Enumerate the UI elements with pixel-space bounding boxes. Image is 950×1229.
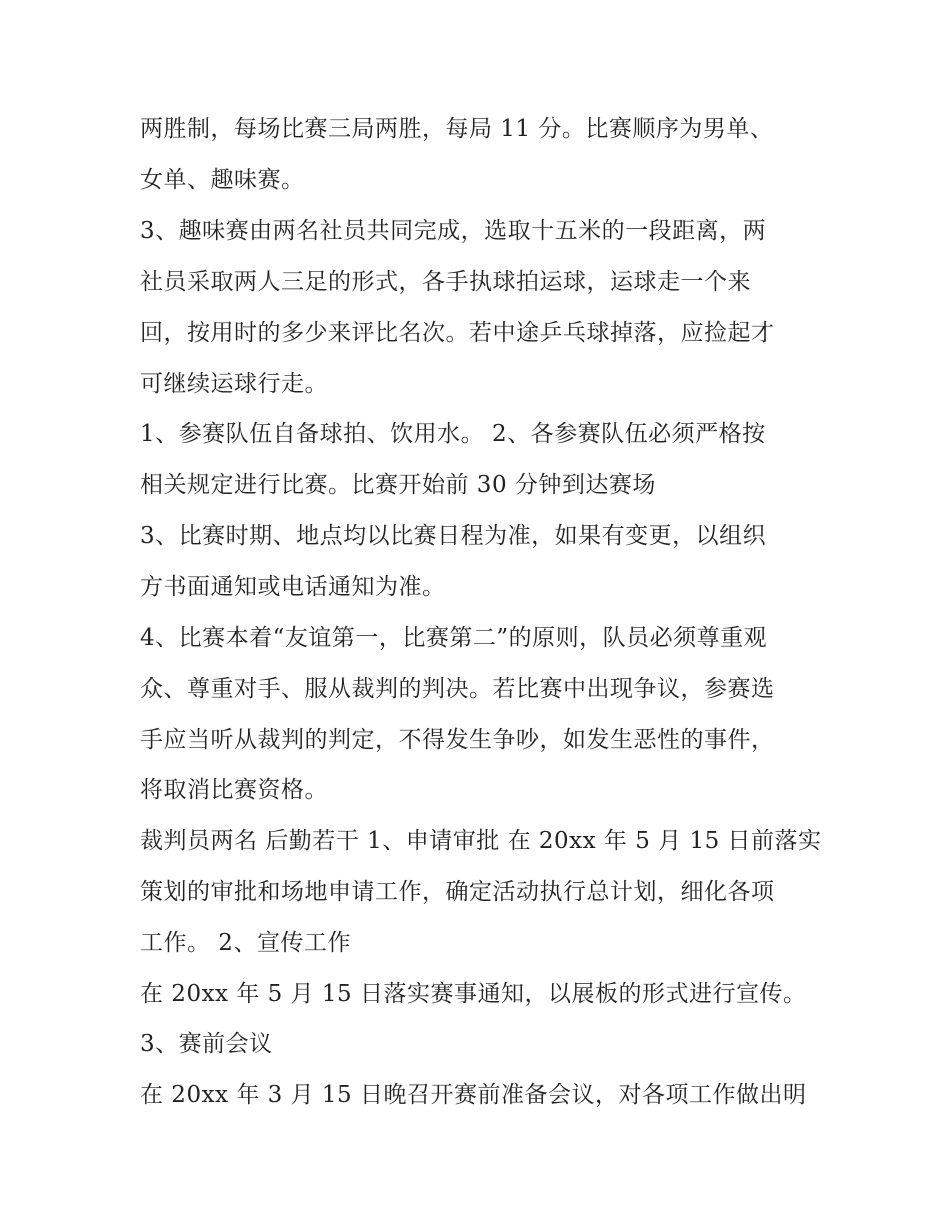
text-line: 手应当听从裁判的判定，不得发生争吵，如发生恶性的事件，: [140, 727, 775, 753]
text-line: 在 20xx 年 5 月 15 日落实赛事通知，以展板的形式进行宣传。: [140, 981, 807, 1007]
text-line: 策划的审批和场地申请工作，确定活动执行总计划，细化各项: [140, 879, 775, 905]
text-line: 女单、趣味赛。: [140, 167, 305, 193]
text-line: 回，按用时的多少来评比名次。若中途乒乓球掉落，应捡起才: [140, 320, 775, 346]
text-line: 在 20xx 年 3 月 15 日晚召开赛前准备会议，对各项工作做出明: [140, 1082, 807, 1108]
text-line: 3、赛前会议: [140, 1031, 273, 1057]
text-line: 4、比赛本着“友谊第一，比赛第二”的原则，队员必须尊重观: [140, 625, 768, 651]
text-line: 方书面通知或电话通知为准。: [140, 574, 446, 600]
text-line: 社员采取两人三足的形式，各手执球拍运球，运球走一个来: [140, 269, 751, 295]
text-line: 工作。 2、宣传工作: [140, 930, 351, 956]
text-line: 1、参赛队伍自备球拍、饮用水。 2、各参赛队伍必须严格按: [140, 421, 766, 447]
text-line: 相关规定进行比赛。比赛开始前 30 分钟到达赛场: [140, 472, 656, 498]
text-line: 两胜制，每场比赛三局两胜，每局 11 分。比赛顺序为男单、: [140, 116, 774, 142]
text-line: 将取消比赛资格。: [140, 777, 328, 803]
text-line: 可继续运球行走。: [140, 371, 328, 397]
text-line: 3、趣味赛由两名社员共同完成，选取十五米的一段距离，两: [140, 218, 767, 244]
text-line: 众、尊重对手、服从裁判的判决。若比赛中出现争议，参赛选: [140, 676, 775, 702]
text-line: 3、比赛时期、地点均以比赛日程为准，如果有变更，以组织: [140, 523, 767, 549]
text-line: 裁判员两名 后勤若干 1、申请审批 在 20xx 年 5 月 15 日前落实: [140, 828, 822, 854]
